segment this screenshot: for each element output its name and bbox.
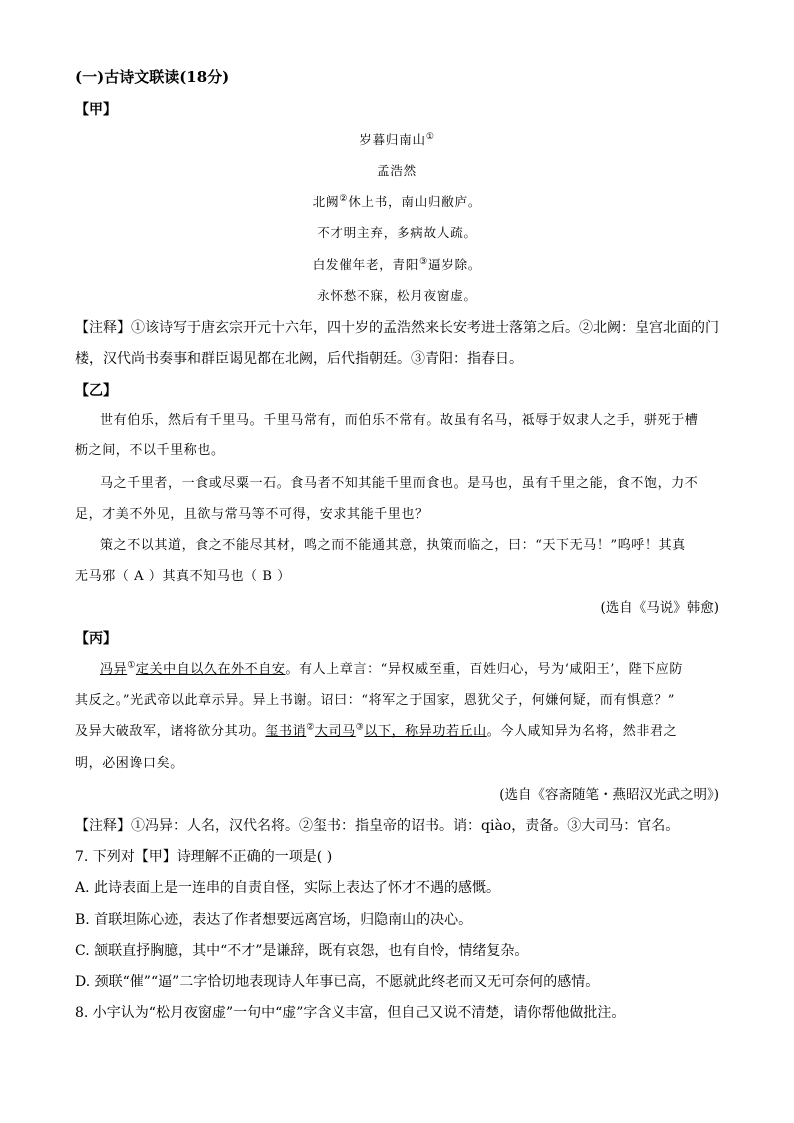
bing-line-2: 其反之。”光武帝以此章示异。异上书谢。诏曰：“将军之于国家，恩犹父子，何嫌何疑，而有惧意？” xyxy=(75,693,676,708)
bing-note-3: ③ xyxy=(355,722,365,733)
poem-line-2-a: 不才明主弃，多病故人疏。 xyxy=(317,225,477,240)
poem-title xyxy=(0,130,794,148)
bing-line-3-a: 及异大破敌军，诸将欲分其功。 xyxy=(75,724,266,739)
bing-underlined-4: 以下，称异功若丘山 xyxy=(364,724,487,739)
label-yi: 【乙】 xyxy=(75,383,117,399)
yi-source: (选自《马说》韩愈) xyxy=(600,600,719,616)
yi-p2-line-2: 足，才美不外见，且欲与常马等不可得，安求其能千里也？ xyxy=(75,507,429,522)
q7-option-d: D. 颈联“催”“逼”二字恰切地表现诗人年事已高，不愿就此终老而又无可奈何的感情。 xyxy=(75,974,600,990)
jia-note-line-1: 【注释】①该诗写于唐玄宗开元十六年，四十岁的孟浩然来长安考进士落第之后。②北阙：皇宫北面的门 xyxy=(75,320,719,336)
yi-p1-line-2: 枥之间，不以千里称也。 xyxy=(75,443,225,458)
label-bing: 【丙】 xyxy=(75,631,117,647)
poem-line-1-a: 北阙 xyxy=(312,194,340,209)
bing-note: 【注释】①冯异：人名，汉代名将。②玺书：指皇帝的诏书。诮：qiào，责备。③大司马：官名。 xyxy=(75,818,680,834)
q7-option-c: C. 颔联直抒胸臆，其中“不才”是谦辞，既有哀怨，也有自怜，情绪复杂。 xyxy=(75,943,529,959)
yi-p3-line-1: 策之不以其道，食之不能尽其材，鸣之而不能通其意，执策而临之，曰：“天下无马！”呜呼！其真 xyxy=(100,538,686,553)
bing-underlined-2: 玺书诮 xyxy=(265,724,307,739)
poem-title-text: 岁暮归南山 xyxy=(359,132,426,147)
bing-line-1 xyxy=(100,660,794,680)
q7-option-b: B. 首联坦陈心迹，表达了作者想要远离宫场，归隐南山的决心。 xyxy=(75,912,473,928)
bing-note-1: ① xyxy=(127,660,136,671)
q8-stem: 8. 小宇认为“松月夜窗虚”一句中“虚”字含义丰富，但自己又说不清楚，请你帮他做批注。 xyxy=(75,1005,626,1021)
poem-title-note: ① xyxy=(425,131,435,142)
bing-underlined-3: 大司马 xyxy=(314,724,356,739)
poem-author: 孟浩然 xyxy=(377,163,417,178)
bing-line-3-b: 。今人咸知异为名将，然非君之 xyxy=(486,724,678,739)
poem-line-1 xyxy=(0,192,794,210)
section-title: (一)古诗文联读(18分) xyxy=(75,68,230,86)
poem-line-4 xyxy=(0,286,794,304)
yi-p2-line-1: 马之千里者，一食或尽粟一石。食马者不知其能千里而食也。是马也，虽有千里之能，食不饱，力不 xyxy=(100,476,699,491)
bing-note-2: ② xyxy=(306,722,315,733)
poem-line-3-note: ③ xyxy=(419,256,429,267)
poem-line-2 xyxy=(0,223,794,241)
poem-line-1-note: ② xyxy=(339,193,349,204)
poem-line-4-a: 永怀愁不寐，松月夜窗虚。 xyxy=(317,288,477,303)
poem-line-3-a: 白发催年老，青阳 xyxy=(312,257,420,272)
bing-line-1-rest: 。有人上章言：“异权威至重，百姓归心，号为‘咸阳王’，陛下应防 xyxy=(285,662,683,677)
q7-stem: 7. 下列对【甲】诗理解不正确的一项是( ) xyxy=(75,849,333,865)
q7-option-a: A. 此诗表面上是一连串的自责自怪，实际上表达了怀才不遇的感慨。 xyxy=(75,880,501,896)
bing-line-3 xyxy=(75,722,794,742)
bing-name: 冯异 xyxy=(100,662,128,677)
poem-line-1-b: 休上书，南山归敝庐。 xyxy=(348,194,482,209)
bing-source: (选自《容斋随笔・燕昭汉光武之明》) xyxy=(499,787,719,803)
bing-line-4: 明，必困谗口矣。 xyxy=(75,756,184,771)
yi-p1-line-1: 世有伯乐，然后有千里马。千里马常有，而伯乐不常有。故虽有名马，祗辱于奴隶人之手，骈死于槽 xyxy=(100,413,699,428)
jia-note-line-2: 楼，汉代尚书奏事和群臣谒见都在北阙，后代指朝廷。③青阳：指春日。 xyxy=(75,351,523,367)
yi-p3-line-2: 无马邪（ A ）其真不知马也（ B ） xyxy=(75,569,291,584)
poem-line-3-b: 逼岁除。 xyxy=(428,257,482,272)
bing-underlined-1: 定关中自以久在外不自安 xyxy=(135,662,286,677)
poem-line-3 xyxy=(0,255,794,273)
label-jia: 【甲】 xyxy=(75,102,117,118)
